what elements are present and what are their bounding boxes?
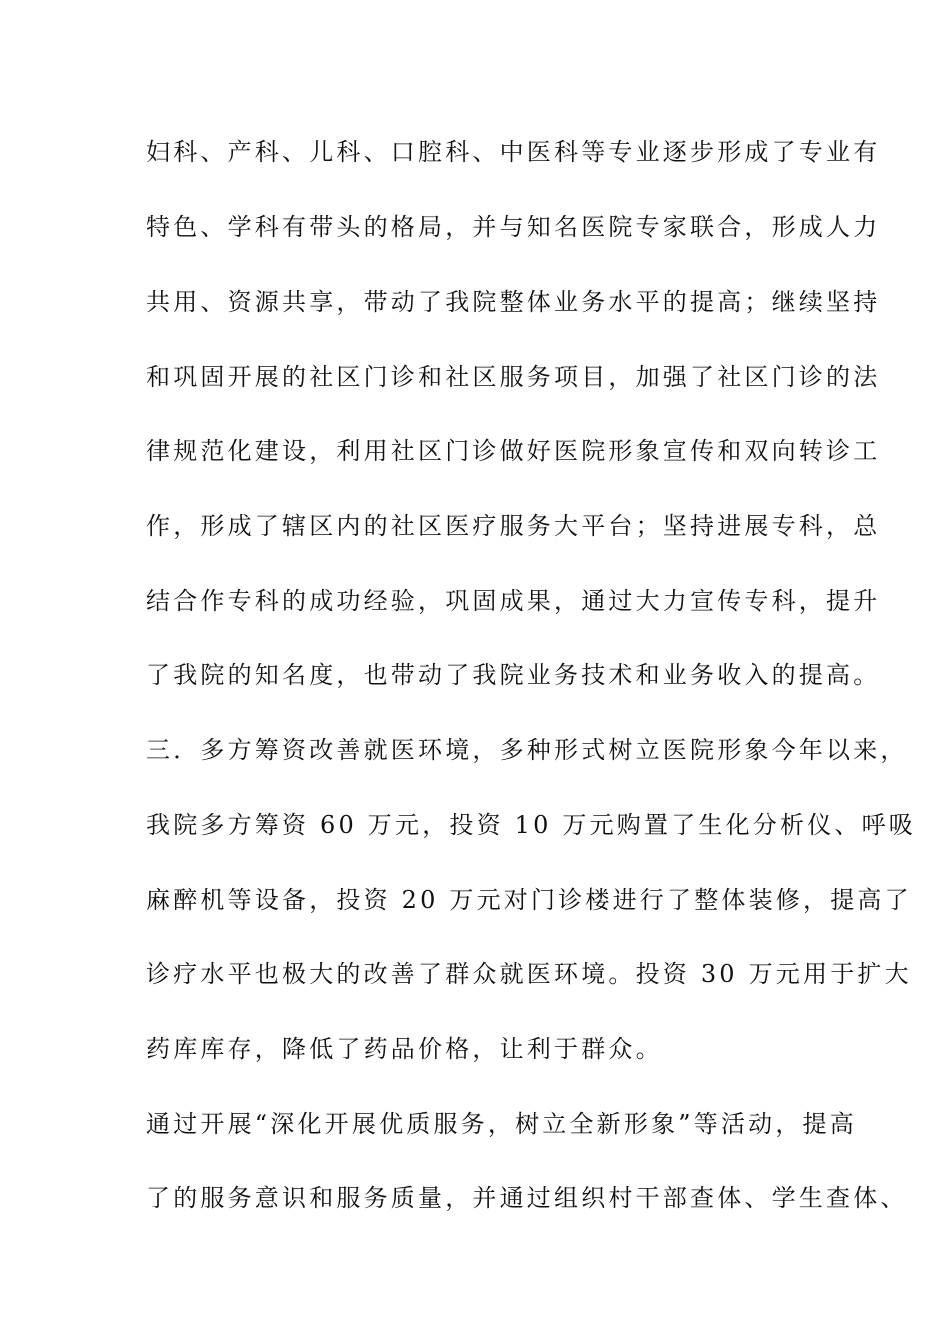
text-line: 通过开展“深化开展优质服务，树立全新形象”等活动，提高 [146, 1110, 857, 1138]
text-line: 我院多方筹资 60 万元，投资 10 万元购置了生化分析仪、呼吸 [146, 811, 916, 839]
text-line: 了我院的知名度，也带动了我院业务技术和业务收入的提高。 [146, 661, 881, 689]
section-heading-line: 三．多方筹资改善就医环境，多种形式树立医院形象今年以来， [146, 736, 908, 764]
text-line: 特色、学科有带头的格局，并与知名医院专家联合，形成人力 [146, 213, 881, 241]
text-line: 麻醉机等设备，投资 20 万元对门诊楼进行了整体装修，提高了 [146, 886, 912, 914]
text-line: 妇科、产科、儿科、口腔科、中医科等专业逐步形成了专业有 [146, 138, 881, 166]
text-line: 律规范化建设，利用社区门诊做好医院形象宣传和双向转诊工 [146, 437, 881, 465]
text-line: 诊疗水平也极大的改善了群众就医环境。投资 30 万元用于扩大 [146, 960, 912, 988]
text-line: 共用、资源共享，带动了我院整体业务水平的提高；继续坚持 [146, 288, 881, 316]
text-line: 了的服务意识和服务质量，并通过组织村干部查体、学生查体、 [146, 1184, 908, 1212]
text-line: 结合作专科的成功经验，巩固成果，通过大力宣传专科，提升 [146, 587, 881, 615]
text-line: 和巩固开展的社区门诊和社区服务项目，加强了社区门诊的法 [146, 363, 881, 391]
text-line: 药库库存，降低了药品价格，让利于群众。 [146, 1035, 663, 1063]
text-line: 作，形成了辖区内的社区医疗服务大平台；坚持进展专科，总 [146, 512, 881, 540]
